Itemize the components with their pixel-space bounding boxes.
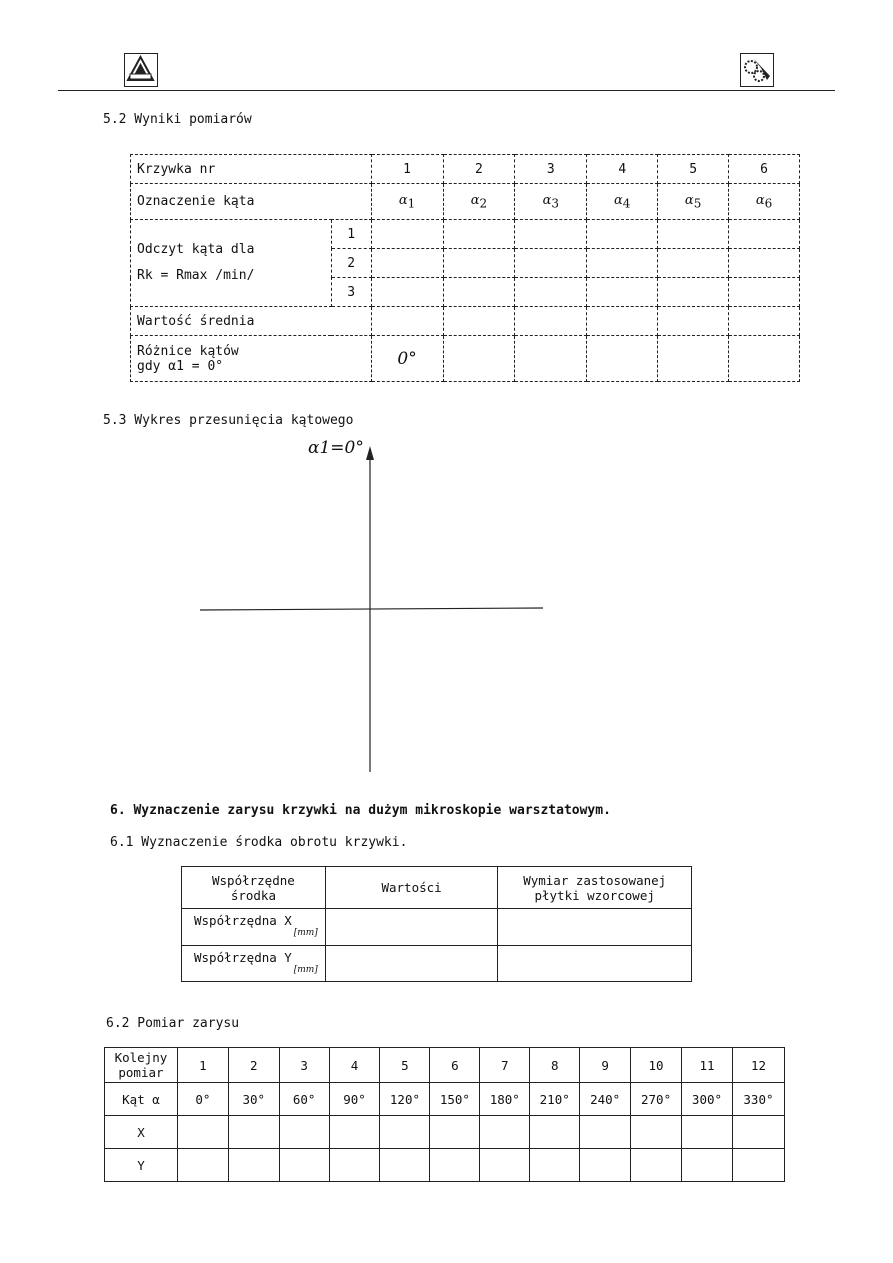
column-header: Współrzędne środka	[182, 867, 326, 909]
table-row	[131, 220, 800, 249]
horizontal-axis	[200, 608, 543, 610]
angle-value: 180°	[480, 1083, 530, 1116]
angle-value: 30°	[228, 1083, 279, 1116]
angle-value: 270°	[631, 1083, 682, 1116]
angular-shift-axes	[195, 440, 555, 780]
table-row	[182, 867, 692, 909]
angle-value: 240°	[580, 1083, 631, 1116]
row-label-angle: Oznaczenie kąta	[131, 184, 372, 220]
table-row	[182, 909, 692, 946]
section-52-title: 5.2 Wyniki pomiarów	[103, 112, 252, 127]
angle-symbol: $\alpha_6$	[729, 184, 800, 220]
angle-value: 60°	[279, 1083, 329, 1116]
table-row	[131, 336, 800, 382]
row-label-y: Współrzędna Y [mm]	[182, 946, 326, 982]
angle-symbol: $\alpha_2$	[443, 184, 515, 220]
angle-value: 90°	[329, 1083, 380, 1116]
angle-value: 120°	[380, 1083, 430, 1116]
measurement-number: 7	[480, 1048, 530, 1083]
angle-value: 300°	[682, 1083, 733, 1116]
reading-index: 3	[331, 278, 371, 307]
institution-logo-right	[740, 53, 774, 87]
measurement-number: 8	[530, 1048, 580, 1083]
measurement-number: 1	[177, 1048, 228, 1083]
angle-symbol: $\alpha_4$	[587, 184, 658, 220]
table-row	[105, 1048, 785, 1083]
angle-symbol: $\alpha_5$	[658, 184, 729, 220]
measurement-number: 6	[430, 1048, 480, 1083]
table-row	[131, 184, 800, 220]
section-61-title: 6.1 Wyznaczenie środka obrotu krzywki.	[110, 835, 408, 850]
row-label-x: Współrzędna X [mm]	[182, 909, 326, 946]
header-rule	[58, 90, 835, 91]
angle-symbol: $\alpha_3$	[515, 184, 587, 220]
angle-symbol: $\alpha_1$	[371, 184, 443, 220]
row-label-y: Y	[105, 1149, 178, 1182]
angle-value: 0°	[177, 1083, 228, 1116]
angle-value: 210°	[530, 1083, 580, 1116]
axis-arrow-icon	[366, 446, 374, 460]
section-53-title: 5.3 Wykres przesunięcia kątowego	[103, 413, 354, 428]
column-header: Wartości	[325, 867, 498, 909]
reading-index: 1	[331, 220, 371, 249]
measurement-number: 11	[682, 1048, 733, 1083]
table-row	[131, 307, 800, 336]
row-label-angle: Kąt α	[105, 1083, 178, 1116]
profile-measurement-table	[104, 1047, 785, 1182]
row-label-curve: Krzywka nr	[131, 155, 372, 184]
measurement-number: 10	[631, 1048, 682, 1083]
curve-number: 2	[443, 155, 515, 184]
axis-label: α1=0°	[308, 438, 364, 458]
curve-number: 6	[729, 155, 800, 184]
curve-number: 4	[587, 155, 658, 184]
difference-first-value: 0°	[371, 336, 443, 382]
table-row	[105, 1149, 785, 1182]
curve-number: 3	[515, 155, 587, 184]
table-row	[105, 1083, 785, 1116]
row-label-mean: Wartość średnia	[131, 307, 372, 336]
table-row	[131, 155, 800, 184]
section-6-title: 6. Wyznaczenie zarysu krzywki na dużym mikroskopie warsztatowym.	[110, 803, 611, 818]
table-row	[182, 946, 692, 982]
measurement-number: 4	[329, 1048, 380, 1083]
measurement-number: 9	[580, 1048, 631, 1083]
row-label-difference: Różnice kątów gdy α1 = 0°	[131, 336, 372, 382]
measurement-number: 2	[228, 1048, 279, 1083]
angle-value: 330°	[732, 1083, 784, 1116]
reading-index: 2	[331, 249, 371, 278]
measurement-number: 12	[732, 1048, 784, 1083]
row-label-x: X	[105, 1116, 178, 1149]
results-table	[130, 154, 800, 382]
table-row	[105, 1116, 785, 1149]
row-label-measurement: Kolejny pomiar	[105, 1048, 178, 1083]
curve-number: 5	[658, 155, 729, 184]
institution-logo-left	[124, 53, 158, 87]
section-62-title: 6.2 Pomiar zarysu	[106, 1016, 240, 1031]
row-label-reading: Odczyt kąta dla Rk = Rmax /min/	[131, 220, 332, 307]
center-coordinates-table	[181, 866, 692, 982]
angle-value: 150°	[430, 1083, 480, 1116]
measurement-number: 5	[380, 1048, 430, 1083]
measurement-number: 3	[279, 1048, 329, 1083]
column-header: Wymiar zastosowanej płytki wzorcowej	[498, 867, 692, 909]
curve-number: 1	[371, 155, 443, 184]
